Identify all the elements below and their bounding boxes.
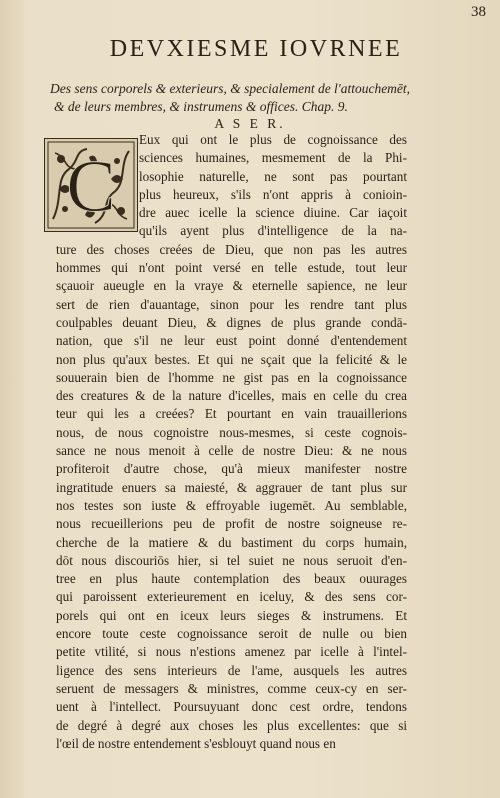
text-line: profiteroit d'autre chose, qu'à mieux manifester nostre bbox=[56, 461, 407, 477]
text-line: souuerain bien de l'homme ne gist pas en la cognoissance bbox=[56, 369, 407, 385]
page-number: 38 bbox=[471, 4, 486, 20]
chapter-title-line-2: & de leurs membres, & instrumens & offices. Chap. 9. bbox=[54, 99, 348, 114]
text-line: Eux qui ont le plus de cognoissance des bbox=[139, 132, 407, 147]
text-line: porels qui ont en iceux leurs sieges & instrumens. Et bbox=[56, 607, 407, 623]
text-line: sert de rien d'auantage, sinon pour les rendre tant plus bbox=[56, 296, 407, 312]
text-line: qu'ils ayent plus d'intelligence de la na- bbox=[139, 223, 407, 239]
text-line: sciences humaines, mesmement de la Phi- bbox=[139, 150, 407, 166]
text-line: nous recueillerions peu de profit de nostre soigneuse re- bbox=[56, 516, 407, 532]
text-line: dōt nous discouriōs hier, si tel suiet ne nous seruoit d'en- bbox=[56, 552, 407, 568]
text-line: losophie naturelle, ne sont pas pourtant bbox=[139, 168, 407, 184]
text-line: plus heureux, s'ils n'ont appris à conioin- bbox=[139, 186, 407, 202]
text-line: ture des choses creées de Dieu, que non pas les autres bbox=[56, 241, 407, 257]
text-line: ligence des sens interieurs de l'ame, ausquels les autres bbox=[56, 662, 407, 678]
text-line: coulpables deuant Dieu, & dignes de plus grande condā- bbox=[56, 314, 407, 330]
text-line: nos testes son iuste & effroyable iugemēt. Au semblable, bbox=[56, 497, 407, 513]
drop-cap-letter: C bbox=[66, 146, 116, 228]
text-line: tree en plus haute contemplation des beaux ouurages bbox=[56, 571, 407, 587]
text-line: de degré à degré aux choses les plus excellentes: que si bbox=[56, 717, 407, 733]
text-line: teur qui les a creées? Et pourtant en vain trauaillerions bbox=[56, 406, 407, 422]
text-line: cherche de la matiere & du bastiment du corps humain, bbox=[56, 534, 407, 550]
text-line: l'œil de nostre entendement s'esblouyt quand nous en bbox=[56, 735, 336, 751]
body-text bbox=[0, 131, 500, 753]
text-line: uent à l'intellect. Poursuyuant donc cest ordre, tendons bbox=[56, 699, 407, 715]
text-line: sçauoir aueugle en la vraye & eternelle sapience, ne leur bbox=[56, 278, 407, 294]
text-line: seruent de messagers & ministres, comme ceux-cy en ser- bbox=[56, 680, 407, 696]
speaker-name: A S E R. bbox=[214, 116, 286, 131]
text-line: non plus qu'aux bestes. Et qui ne sçait que la felicité & le bbox=[56, 351, 407, 367]
text-line: ingratitude enuers sa maiesté, & aggrauer de tant plus sur bbox=[56, 479, 407, 495]
chapter-title-line-1: Des sens corporels & exterieurs, & specialement de l'attouchemēt, bbox=[50, 81, 411, 96]
text-line: sance ne nous menoit à celle de nostre Dieu: & ne nous bbox=[56, 443, 407, 459]
text-line: des creatures & de la nature d'icelles, mais en celle du crea bbox=[56, 388, 407, 404]
text-line: qui paroissent exterieurement en iceluy, & des sens cor- bbox=[56, 589, 407, 605]
text-line: petite vtilité, si nous n'estions amenez par icelle à l'intel- bbox=[56, 644, 407, 660]
text-line: dre auec icelle la science diuine. Car iaçoit bbox=[139, 205, 407, 221]
text-line: nous, de nous cognoistre nous-mesmes, si ceste cognois- bbox=[56, 424, 407, 440]
running-head: DEVXIESME IOVRNEE bbox=[109, 36, 403, 62]
text-line: nation, que s'il ne leur eust point donné d'entendement bbox=[56, 333, 407, 349]
text-line: hommes qui n'ont point versé en telle estude, tout leur bbox=[56, 260, 407, 276]
text-line: encore toute ceste cognoissance seroit de nulle ou bien bbox=[56, 626, 407, 642]
chapter-title bbox=[50, 80, 472, 116]
